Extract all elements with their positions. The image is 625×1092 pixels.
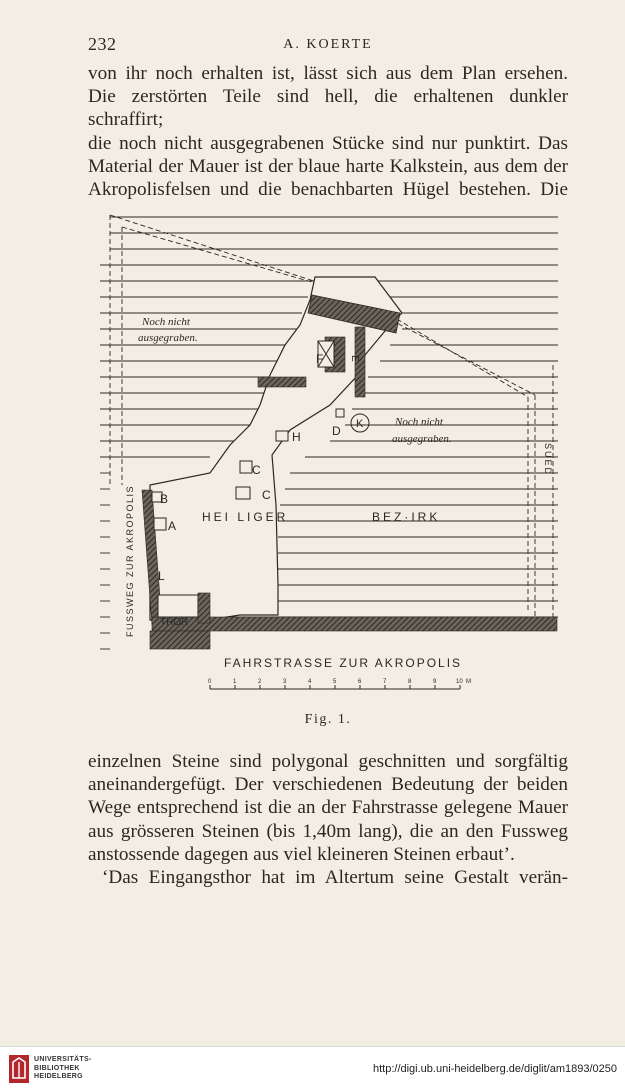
letter-f: F (316, 352, 324, 366)
note-left-line2: ausgegraben. (138, 332, 198, 344)
scale-tick-10: 10 (456, 679, 463, 685)
note-left-line1: Noch nicht (142, 316, 190, 328)
page-number: 232 (88, 34, 117, 54)
scale-tick-2: 2 (258, 679, 262, 685)
scale-tick-7: 7 (383, 679, 387, 685)
running-header (88, 34, 568, 54)
text-line: einzelnen Steine sind polygonal geschnitten und sorgfältig (88, 751, 568, 772)
site-plan-figure (90, 205, 565, 695)
scale-tick-5: 5 (333, 679, 337, 685)
heiliger-label: HEI LIGER (202, 510, 289, 524)
letter-e: E (349, 355, 360, 362)
library-name (34, 1056, 92, 1082)
text-line: Wege entsprechend ist die an der Fahrstrasse gelegene Mauer (88, 797, 568, 819)
note-right-line1: Noch nicht (395, 416, 443, 428)
scale-tick-6: 6 (358, 679, 362, 685)
scale-tick-1: 1 (233, 679, 237, 685)
letter-b: B (160, 492, 169, 506)
scale-bar (210, 685, 460, 689)
paragraph-bottom (88, 750, 568, 889)
text-line: aus grösseren Steinen (bis 1,40m lang), die an den Fussweg (88, 820, 568, 842)
thor-label: THOR (160, 617, 189, 628)
scale-tick-0: 0 (208, 679, 212, 685)
scale-tick-9: 9 (433, 679, 437, 685)
fahrstrasse-label: FAHRSTRASSE ZUR AKROPOLIS (224, 656, 463, 670)
letter-d: D (332, 424, 341, 438)
text-line: Die zerstörten Teile sind hell, die erhaltenen dunkler schraffirt; (88, 86, 568, 131)
letter-h: H (292, 430, 301, 444)
sued-label: SUED (543, 443, 553, 477)
running-head-author: A. KOERTE (283, 37, 373, 52)
library-name-line: BIBLIOTHEK (34, 1064, 80, 1072)
university-logo-icon (8, 1054, 30, 1084)
letter-k: K (356, 418, 364, 430)
text-line: aneinandergefügt. Der verschiedenen Bedeutung der beiden (88, 774, 568, 796)
letter-c-lower: C (262, 488, 271, 502)
permalink-url[interactable]: http://digi.ub.uni-heidelberg.de/diglit/am1893/0250 (372, 1063, 617, 1075)
scale-unit: M (466, 679, 471, 685)
letter-l: L (158, 569, 165, 583)
paragraph-top (88, 62, 568, 201)
text-line: Material der Mauer ist der blaue harte Kalkstein, aus dem der (88, 155, 568, 177)
letter-c-upper: C (252, 463, 261, 477)
library-name-line: HEIDELBERG (34, 1073, 83, 1080)
fussweg-label: FUSSWEG ZUR AKROPOLIS (125, 484, 135, 637)
text-line: ‘Das Eingangsthor hat im Altertum seine Gestalt verän- (102, 867, 568, 889)
text-line: von ihr noch erhalten ist, lässt sich aus dem Plan ersehen. (88, 63, 568, 84)
scale-tick-4: 4 (308, 679, 312, 685)
library-name-line: UNIVERSITÄTS- (34, 1056, 92, 1063)
bezirk-label: BEZ·IRK (372, 510, 441, 524)
text-line: die noch nicht ausgegrabenen Stücke sind nur punktirt. Das (88, 132, 568, 154)
scale-tick-8: 8 (408, 679, 412, 685)
letter-a: A (168, 519, 177, 533)
figure-caption: Fig. 1. (304, 712, 352, 727)
text-line: Akropolisfelsen und die benachbarten Hügel bestehen. Die (88, 179, 568, 201)
text-line: anstossende dagegen aus viel kleineren Steinen erbaut’. (88, 843, 515, 865)
note-right-line2: ausgegraben. (392, 433, 452, 445)
scale-tick-3: 3 (283, 679, 287, 685)
digitization-footer (0, 1046, 625, 1092)
